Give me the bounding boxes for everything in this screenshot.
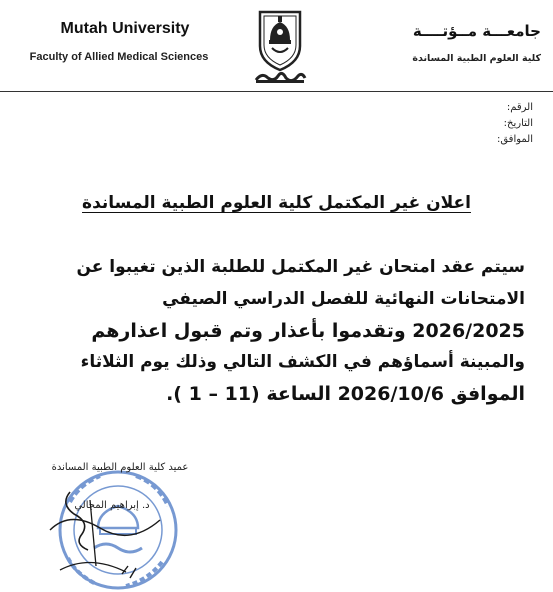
university-logo	[252, 6, 308, 86]
handwritten-signature	[30, 470, 230, 586]
announcement-line-3: 2026/2025 وتقدموا بأعذار وتم قبول اعذارهم	[91, 320, 525, 342]
announcement-line-2: الامتحانات النهائية للفصل الدراسي الصيفي	[162, 289, 525, 309]
announcement-line-4: والمبينة أسماؤهم في الكشف التالي وذلك يوم الثلاثاء	[80, 352, 525, 372]
header-divider	[0, 91, 553, 92]
university-name-ar: جامعـــة مــؤتــــة	[412, 22, 541, 40]
reference-corresponding-label: الموافق:	[496, 134, 533, 145]
faculty-name-ar: كلية العلوم الطبية المساندة	[412, 53, 541, 64]
reference-date-label: التاريخ:	[503, 118, 533, 129]
university-name-en: Mutah University	[60, 20, 190, 37]
announcement-title: اعلان غير المكتمل كلية العلوم الطبية المساندة	[82, 193, 471, 213]
announcement-line-1: سيتم عقد امتحان غير المكتمل للطلبة الذين تغيبوا عن	[76, 257, 525, 277]
faculty-name-en: Faculty of Allied Medical Sciences	[29, 51, 209, 63]
signatory-title: عميد كلية العلوم الطبية المساندة	[51, 462, 189, 473]
signatory-name: د. إبراهيم المجالي	[74, 500, 150, 511]
reference-number-label: الرقم:	[506, 102, 533, 113]
announcement-line-5: الموافق 2026/10/6 الساعة (11 – 1 ).	[166, 383, 525, 405]
